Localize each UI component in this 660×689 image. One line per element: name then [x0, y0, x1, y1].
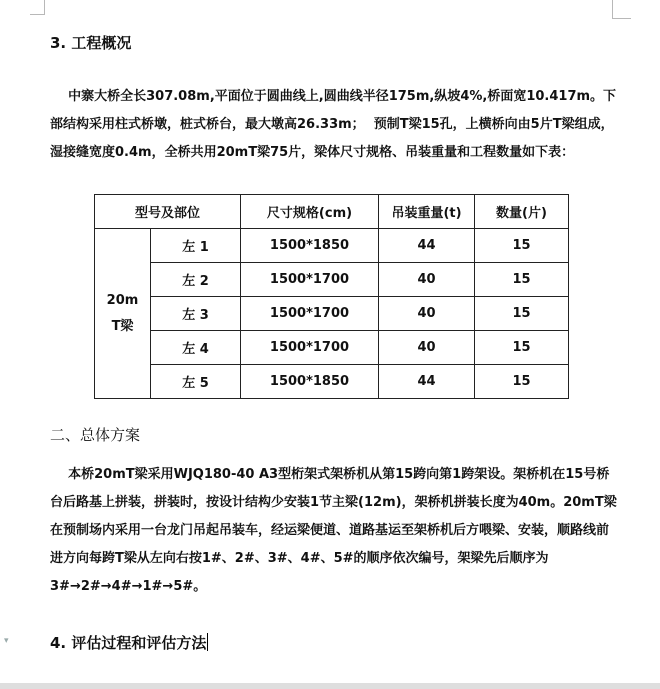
table-row — [95, 297, 569, 331]
table-header-row — [95, 195, 569, 229]
weight-cell: 40 — [379, 297, 475, 331]
quantity-cell: 15 — [475, 297, 569, 331]
beam-type-line-2: T梁 — [111, 318, 134, 334]
quantity-cell: 15 — [475, 331, 569, 365]
position-cell: 左 3 — [151, 297, 241, 331]
header-model-position: 型号及部位 — [95, 195, 241, 229]
position-cell: 左 4 — [151, 331, 241, 365]
paragraph-mark-icon: ▾ — [4, 636, 9, 646]
section-3-heading: 3. 工程概况 — [50, 34, 132, 52]
size-cell: 1500*1700 — [241, 297, 379, 331]
size-cell: 1500*1850 — [241, 229, 379, 263]
header-quantity: 数量(片) — [475, 195, 569, 229]
beam-type-cell — [95, 229, 151, 399]
section-4-heading[interactable] — [50, 632, 208, 653]
quantity-cell: 15 — [475, 263, 569, 297]
page-bottom-edge — [0, 683, 660, 689]
position-cell: 左 2 — [151, 263, 241, 297]
section-4-heading-text: 4. 评估过程和评估方法 — [50, 634, 207, 652]
header-size: 尺寸规格(cm) — [241, 195, 379, 229]
section-2-heading: 二、总体方案 — [50, 426, 141, 444]
table-row — [95, 365, 569, 399]
margin-corner-top-right — [612, 0, 631, 19]
weight-cell: 44 — [379, 365, 475, 399]
beam-type-line-1: 20m — [106, 292, 139, 308]
size-cell: 1500*1700 — [241, 331, 379, 365]
size-cell: 1500*1700 — [241, 263, 379, 297]
weight-cell: 40 — [379, 263, 475, 297]
overall-plan-paragraph: 本桥20mT梁采用WJQ180-40 A3型桁架式架桥机从第15跨向第1跨架设。架桥机在15号桥台后路基上拼装，拼装时，按设计结构少安装1节主梁(12m)，架桥机拼装长度为40m。20mT梁在预制场内采用一台龙门吊起吊装车，经运梁便道、道路基运至架桥机后方喂梁、安装，顺路线前进方向每跨T梁从左向右按1#、2#、3#、4#、5#的顺序依次编号，架梁先后顺序为3#→2#→4#→1#→5#。 — [50, 467, 617, 594]
weight-cell: 44 — [379, 229, 475, 263]
table-row — [95, 229, 569, 263]
header-weight: 吊装重量(t) — [379, 195, 475, 229]
position-cell: 左 1 — [151, 229, 241, 263]
table-row — [95, 331, 569, 365]
quantity-cell: 15 — [475, 229, 569, 263]
text-cursor — [207, 633, 208, 651]
project-overview-paragraph: 中寨大桥全长307.08m,平面位于圆曲线上,圆曲线半径175m,纵坡4%,桥面宽10.417m。下部结构采用柱式桥墩，桩式桥台，最大墩高26.33m； 预制T梁15孔，上横桥向由5片T梁组成，湿接缝宽度0.4m，全桥共用20mT梁75片，梁体尺寸规格、吊装重量和工程数量如下表： — [50, 89, 617, 160]
quantity-cell: 15 — [475, 365, 569, 399]
margin-corner-top-left — [30, 0, 45, 15]
weight-cell: 40 — [379, 331, 475, 365]
beam-spec-table — [94, 194, 569, 399]
table-row — [95, 263, 569, 297]
size-cell: 1500*1850 — [241, 365, 379, 399]
position-cell: 左 5 — [151, 365, 241, 399]
